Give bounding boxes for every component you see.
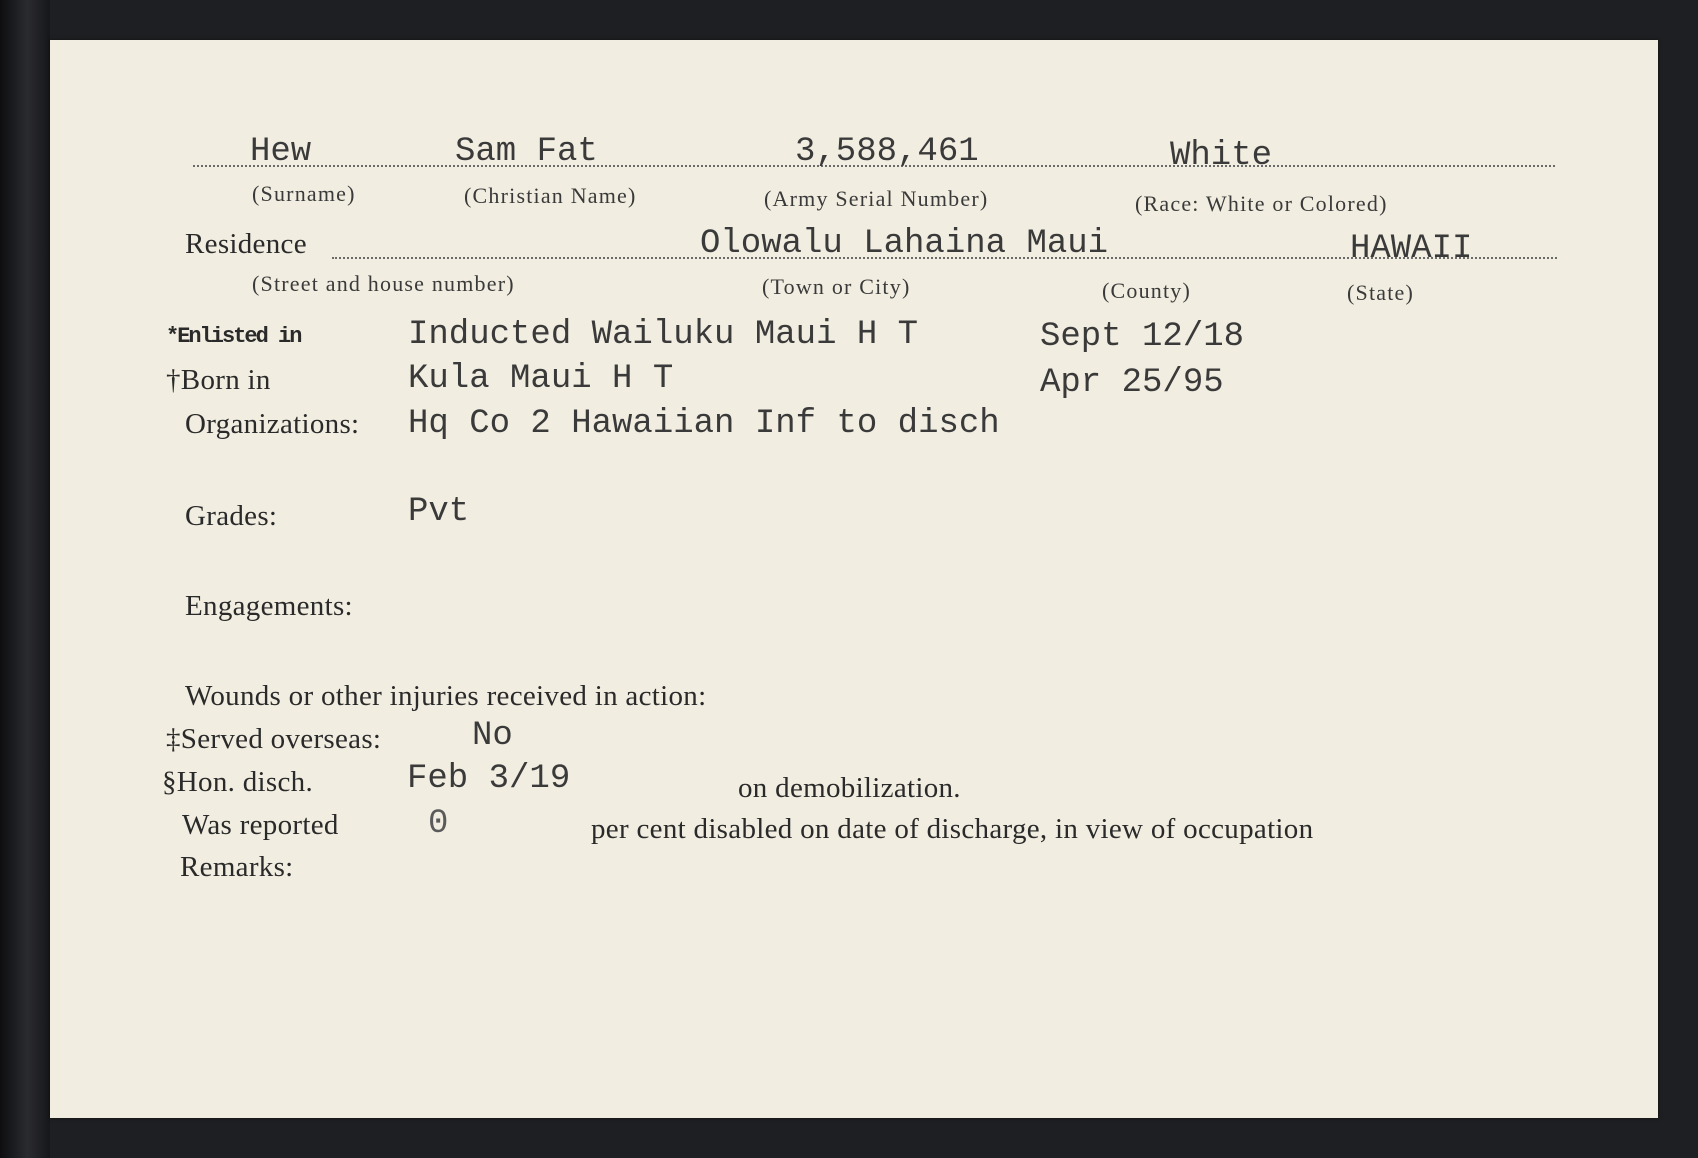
christian-name-value: Sam Fat bbox=[455, 133, 598, 171]
hon-disch-value: Feb 3/19 bbox=[407, 760, 571, 798]
born-value: Kula Maui H T bbox=[408, 360, 674, 398]
born-date: Apr 25/95 bbox=[1040, 364, 1224, 402]
wounds-label: Wounds or other injuries received in action: bbox=[185, 680, 707, 712]
enlisted-label: *Enlisted in bbox=[166, 324, 301, 349]
disability-suffix: per cent disabled on date of discharge, in view of occupation bbox=[591, 813, 1314, 845]
serial-number-caption: (Army Serial Number) bbox=[764, 186, 989, 211]
christian-name-caption: (Christian Name) bbox=[464, 183, 637, 208]
race-caption: (Race: White or Colored) bbox=[1135, 191, 1388, 216]
street-caption: (Street and house number) bbox=[252, 271, 515, 296]
grades-label: Grades: bbox=[185, 500, 278, 532]
organizations-label: Organizations: bbox=[185, 408, 360, 440]
town-caption: (Town or City) bbox=[762, 274, 911, 299]
residence-label: Residence bbox=[185, 228, 307, 260]
remarks-label: Remarks: bbox=[180, 851, 294, 883]
served-overseas-label: ‡Served overseas: bbox=[166, 723, 382, 755]
state-caption: (State) bbox=[1347, 280, 1415, 305]
service-record-card bbox=[50, 40, 1658, 1118]
binder-edge bbox=[0, 0, 50, 1158]
enlisted-date: Sept 12/18 bbox=[1040, 318, 1245, 356]
organizations-value: Hq Co 2 Hawaiian Inf to disch bbox=[408, 405, 1000, 443]
residence-town-value: Olowalu Lahaina Maui bbox=[700, 225, 1109, 263]
serial-number-value: 3,588,461 bbox=[795, 133, 979, 171]
race-value: White bbox=[1170, 137, 1273, 175]
served-overseas-value: No bbox=[472, 717, 513, 755]
grades-value: Pvt bbox=[408, 493, 470, 531]
surname-caption: (Surname) bbox=[252, 181, 356, 206]
hon-disch-label: §Hon. disch. bbox=[162, 766, 314, 798]
surname-value: Hew bbox=[250, 133, 312, 171]
county-caption: (County) bbox=[1102, 278, 1192, 303]
engagements-label: Engagements: bbox=[185, 590, 353, 622]
hon-disch-suffix: on demobilization. bbox=[738, 772, 961, 804]
born-label: †Born in bbox=[166, 364, 271, 396]
enlisted-value: Inducted Wailuku Maui H T bbox=[408, 316, 919, 354]
residence-state-value: HAWAII bbox=[1350, 230, 1473, 268]
disability-percent-value: 0 bbox=[428, 805, 449, 843]
was-reported-label: Was reported bbox=[182, 809, 339, 841]
